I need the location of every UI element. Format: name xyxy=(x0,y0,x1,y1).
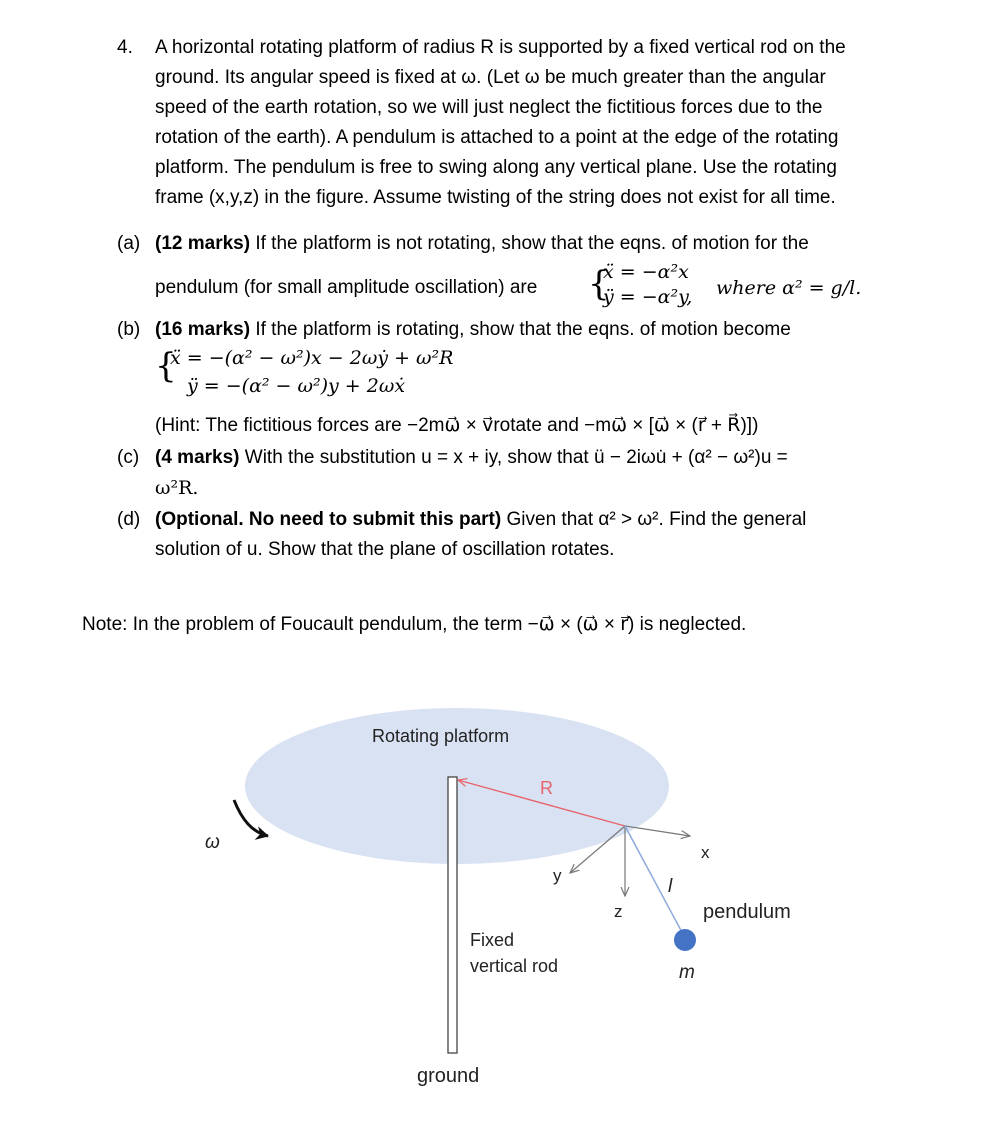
intro-line: A horizontal rotating platform of radius R is supported by a fixed vertical rod on the xyxy=(155,37,846,58)
part-a-line1 xyxy=(155,232,809,256)
part-a-label: (a) xyxy=(117,233,141,254)
rod-label-2: vertical rod xyxy=(470,956,559,976)
part-d-label: (d) xyxy=(117,509,141,530)
part-a-line2: pendulum (for small amplitude oscillation) are xyxy=(155,277,538,298)
part-d-text: Given that α² > ω². Find the general xyxy=(506,509,807,530)
part-b-eq2: ÿ = −(α² − ω²)y + 2ωẋ xyxy=(187,375,406,397)
part-b-eq1: ẍ = −(α² − ω²)x − 2ωẏ + ω²R xyxy=(170,347,454,369)
ground-label: ground xyxy=(417,1065,480,1087)
pendulum-label: pendulum xyxy=(703,901,791,923)
part-c-line1 xyxy=(155,446,788,470)
intro-line: platform. The pendulum is free to swing along any vertical plane. Use the rotating xyxy=(155,157,837,178)
fixed-vertical-rod xyxy=(448,777,457,1053)
z-axis-label: z xyxy=(614,902,623,921)
intro-line: ground. Its angular speed is fixed at ω. (Let ω be much greater than the angular xyxy=(155,67,826,88)
omega-label: ω xyxy=(205,832,220,853)
part-b-label: (b) xyxy=(117,319,141,340)
part-c-marks: (4 marks) xyxy=(155,447,240,468)
part-d-line2: solution of u. Show that the plane of oscillation rotates. xyxy=(155,539,615,560)
part-b-marks: (16 marks) xyxy=(155,319,251,340)
note: Note: In the problem of Foucault pendulum, the term −ω⃗ × (ω⃗ × r⃗) is neglected. xyxy=(82,614,747,635)
x-axis-arrow xyxy=(625,826,690,836)
part-c-line2: ω²R. xyxy=(155,477,199,499)
part-a-brace: { xyxy=(588,264,610,304)
part-d-line1 xyxy=(155,508,806,532)
problem-number: 4. xyxy=(117,37,133,58)
part-a-marks: (12 marks) xyxy=(155,233,251,254)
length-label: l xyxy=(668,876,673,897)
radius-label: R xyxy=(540,778,553,798)
part-b-hint: (Hint: The fictitious forces are −2mω⃗ × v⃗rotate and −mω⃗ × [ω⃗ × (r⃗ + R⃗)]) xyxy=(155,415,759,436)
intro-line: frame (x,y,z) in the figure. Assume twisting of the string does not exist for all time. xyxy=(155,187,836,208)
pendulum-bob xyxy=(674,929,696,951)
part-a-eq1: ẍ = −α²x xyxy=(603,261,689,283)
rod-label-1: Fixed xyxy=(470,930,515,950)
platform-label: Rotating platform xyxy=(372,726,510,746)
part-c-text: With the substitution u = x + iy, show that ü − 2iωu̇ + (α² − ω²)u = xyxy=(244,447,788,468)
intro-line: speed of the earth rotation, so we will just neglect the fictitious forces due to the xyxy=(155,97,823,118)
part-a-where: where α² = g/l. xyxy=(716,277,862,299)
x-axis-label: x xyxy=(701,843,710,862)
figure xyxy=(0,660,1008,1128)
part-c-label: (c) xyxy=(117,447,140,468)
pendulum-string xyxy=(625,826,684,936)
mass-label: m xyxy=(679,962,695,983)
part-b-line1 xyxy=(155,318,791,342)
part-a-eq2: ÿ = −α²y, xyxy=(603,286,693,308)
y-axis-label: y xyxy=(553,866,562,885)
part-a-text: If the platform is not rotating, show that the eqns. of motion for the xyxy=(255,233,809,254)
part-b-brace: { xyxy=(155,346,177,386)
intro-line: rotation of the earth). A pendulum is attached to a point at the edge of the rotating xyxy=(155,127,839,148)
part-d-marks: (Optional. No need to submit this part) xyxy=(155,509,502,530)
part-b-text: If the platform is rotating, show that the eqns. of motion become xyxy=(255,319,791,340)
